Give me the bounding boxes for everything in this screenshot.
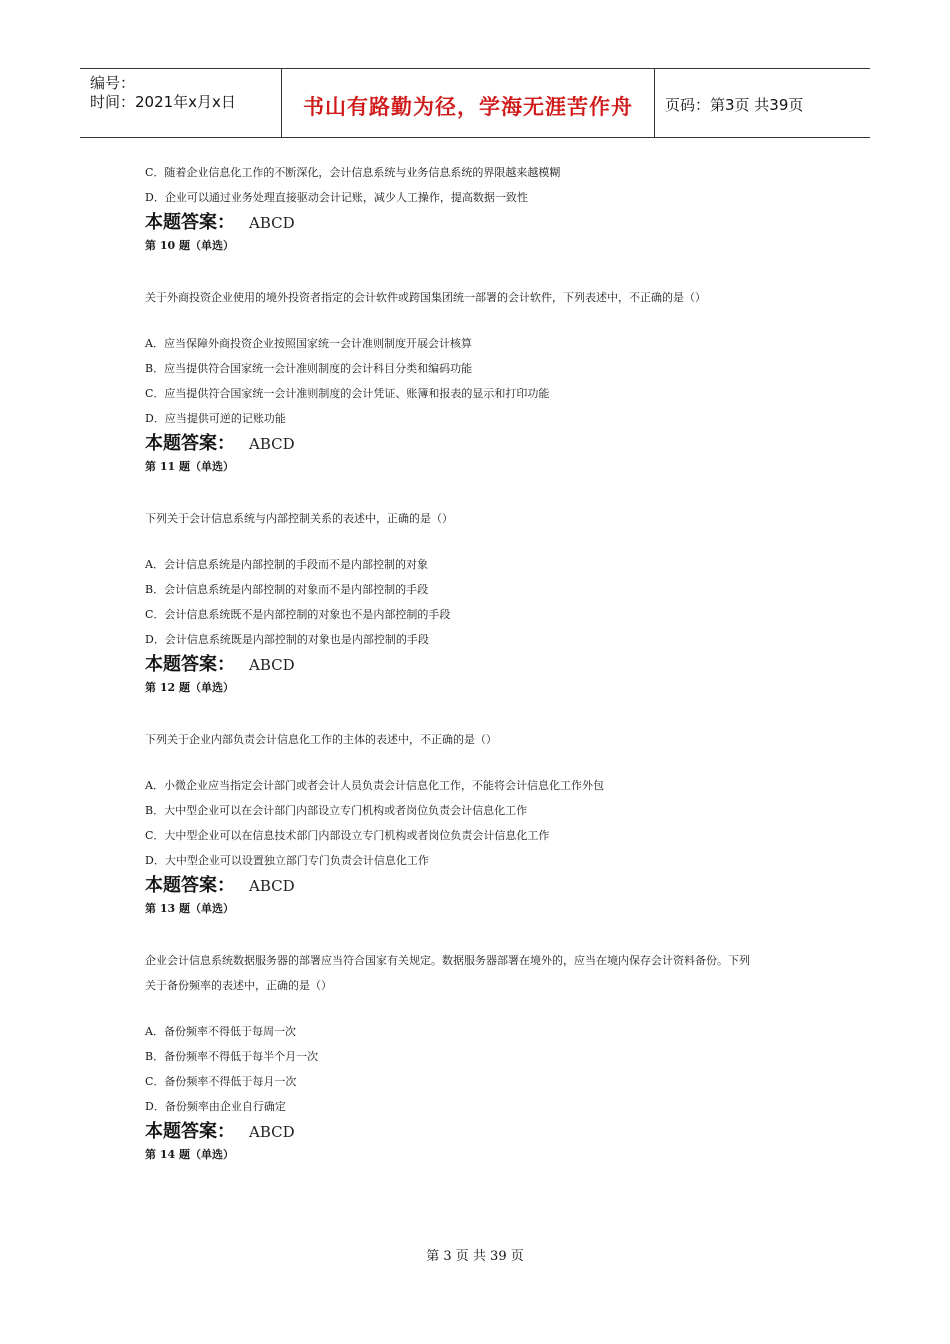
option-line: B．应当提供符合国家统一会计准则制度的会计科目分类和编码功能	[145, 362, 473, 375]
answer-row	[145, 873, 825, 899]
option-line: A．备份频率不得低于每周一次	[145, 1025, 296, 1038]
answer-row	[145, 652, 825, 678]
time-label: 时间：2021年x月x日	[90, 93, 236, 111]
serial-label: 编号：	[90, 74, 136, 92]
answer-label: 本题答案：	[145, 654, 235, 675]
header-motto-cell	[282, 69, 655, 137]
answer-label: 本题答案：	[145, 1121, 235, 1142]
header-page-cell	[655, 69, 870, 137]
question-stem: 企业会计信息系统数据服务器的部署应当符合国家有关规定。数据服务器部署在境外的，应当在境内保存会计资料备份。下列	[145, 954, 750, 967]
question-heading: 第 14 题（单选）	[145, 1148, 234, 1161]
question-stem: 下列关于企业内部负责会计信息化工作的主体的表述中，不正确的是（）	[145, 733, 497, 746]
option-line: A．会计信息系统是内部控制的手段而不是内部控制的对象	[145, 558, 428, 571]
answer-row	[145, 210, 825, 236]
page-footer: 第 3 页 共 39 页	[426, 1249, 524, 1264]
answer-label: 本题答案：	[145, 212, 235, 233]
option-line: B．大中型企业可以在会计部门内部设立专门机构或者岗位负责会计信息化工作	[145, 804, 528, 817]
question-stem: 关于备份频率的表述中，正确的是（）	[145, 979, 332, 992]
question-stem: 下列关于会计信息系统与内部控制关系的表述中，正确的是（）	[145, 512, 453, 525]
option-line: B．备份频率不得低于每半个月一次	[145, 1050, 319, 1063]
page-info: 页码：第3页 共39页	[665, 96, 804, 114]
answer-row	[145, 1119, 825, 1145]
question-heading: 第 11 题（单选）	[145, 460, 234, 473]
answer-value: ABCD	[249, 214, 295, 232]
question-heading: 第 12 题（单选）	[145, 681, 234, 694]
option-line: A．应当保障外商投资企业按照国家统一会计准则制度开展会计核算	[145, 337, 472, 350]
question-heading: 第 13 题（单选）	[145, 902, 234, 915]
option-line: C．会计信息系统既不是内部控制的对象也不是内部控制的手段	[145, 608, 451, 621]
option-line: B．会计信息系统是内部控制的对象而不是内部控制的手段	[145, 583, 429, 596]
option-line: D．会计信息系统既是内部控制的对象也是内部控制的手段	[145, 633, 429, 646]
answer-label: 本题答案：	[145, 875, 235, 896]
answer-label: 本题答案：	[145, 433, 235, 454]
answer-value: ABCD	[249, 435, 295, 453]
option-line: D．企业可以通过业务处理直接驱动会计记账，减少人工操作，提高数据一致性	[145, 191, 528, 204]
option-line: D．应当提供可逆的记账功能	[145, 412, 286, 425]
option-line: C．应当提供符合国家统一会计准则制度的会计凭证、账簿和报表的显示和打印功能	[145, 387, 550, 400]
answer-value: ABCD	[249, 877, 295, 895]
option-line: D．备份频率由企业自行确定	[145, 1100, 286, 1113]
motto-text: 书山有路勤为径，学海无涯苦作舟	[303, 95, 633, 119]
question-content	[145, 160, 825, 1165]
answer-row	[145, 431, 825, 457]
question-heading: 第 10 题（单选）	[145, 239, 234, 252]
answer-value: ABCD	[249, 1123, 295, 1141]
option-line: D．大中型企业可以设置独立部门专门负责会计信息化工作	[145, 854, 429, 867]
option-line: C．大中型企业可以在信息技术部门内部设立专门机构或者岗位负责会计信息化工作	[145, 829, 550, 842]
option-line: C．随着企业信息化工作的不断深化，会计信息系统与业务信息系统的界限越来越模糊	[145, 166, 561, 179]
question-stem: 关于外商投资企业使用的境外投资者指定的会计软件或跨国集团统一部署的会计软件，下列表述中，不正确的是（）	[145, 291, 706, 304]
header-meta-cell	[80, 69, 282, 137]
answer-value: ABCD	[249, 656, 295, 674]
option-line: C．备份频率不得低于每月一次	[145, 1075, 297, 1088]
page-header	[80, 68, 870, 138]
option-line: A．小微企业应当指定会计部门或者会计人员负责会计信息化工作，不能将会计信息化工作外包	[145, 779, 604, 792]
